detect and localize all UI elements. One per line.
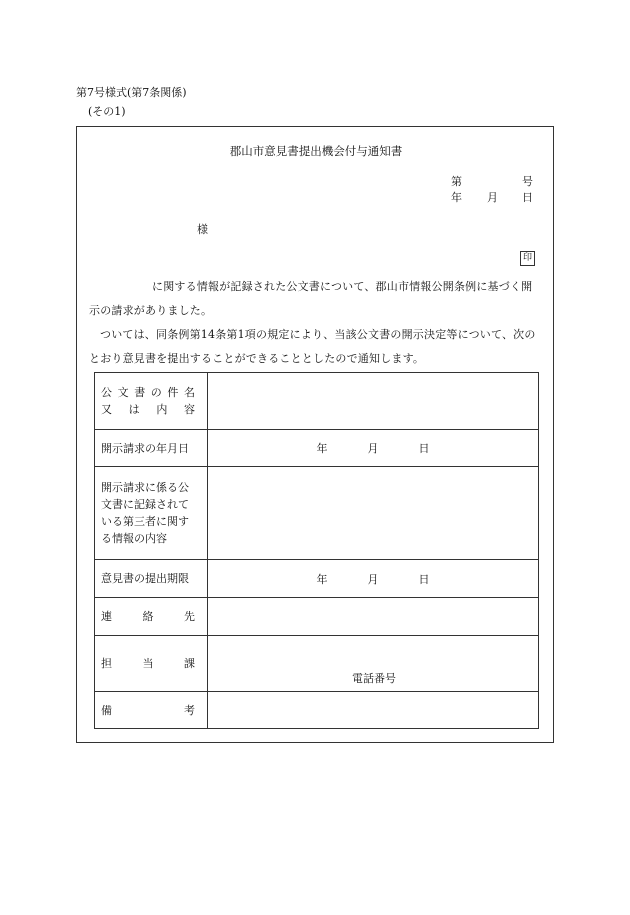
- value-opinion-deadline[interactable]: 年 月 日: [208, 560, 539, 598]
- label-remarks: 備 考: [95, 692, 208, 729]
- details-table: [94, 372, 539, 729]
- table-row: [95, 598, 539, 636]
- document-title: 郡山市意見書提出機会付与通知書: [229, 144, 403, 158]
- notice-paragraph-1: に関する情報が記録された公文書について、郡山市情報公開条例に基づく開示の請求がありました。: [89, 280, 533, 317]
- issue-date-day: 日: [522, 191, 533, 204]
- phone-number-label: 電話番号: [352, 672, 396, 685]
- label-opinion-deadline: 意見書の提出期限: [95, 560, 208, 598]
- table-row: [95, 430, 539, 467]
- table-row: [95, 636, 539, 692]
- issue-date-month: 月: [487, 191, 498, 204]
- label-document-name: 公 文 書 の 件 名 又 は 内 容: [95, 373, 208, 430]
- table-row: [95, 560, 539, 598]
- value-remarks[interactable]: [208, 692, 539, 729]
- value-third-party-info[interactable]: [208, 467, 539, 560]
- value-contact[interactable]: [208, 598, 539, 636]
- document-number-prefix: 第: [451, 175, 462, 188]
- table-row: [95, 373, 539, 430]
- seal-mark: 印: [520, 251, 535, 266]
- addressee-suffix: 様: [197, 223, 208, 236]
- label-third-party-info: 開示請求に係る公文書に記録されている第三者に関する情報の内容: [95, 467, 208, 560]
- form-subnumber: (その1): [88, 105, 126, 118]
- table-row: [95, 692, 539, 729]
- notice-frame: [76, 126, 554, 743]
- value-request-date[interactable]: 年 月 日: [208, 430, 539, 467]
- document-number-suffix: 号: [522, 175, 533, 188]
- label-request-date: 開示請求の年月日: [95, 430, 208, 467]
- label-contact: 連 絡 先: [95, 598, 208, 636]
- form-number: 第7号様式(第7条関係): [76, 86, 187, 99]
- table-row: [95, 467, 539, 560]
- notice-paragraph-2: ついては、同条例第14条第1項の規定により、当該公文書の開示決定等について、次のとおり意見書を提出することができることとしたので通知します。: [89, 328, 536, 365]
- label-department: 担 当 課: [95, 636, 208, 692]
- issue-date-year: 年: [451, 191, 462, 204]
- value-department[interactable]: [208, 636, 539, 692]
- value-document-name[interactable]: [208, 373, 539, 430]
